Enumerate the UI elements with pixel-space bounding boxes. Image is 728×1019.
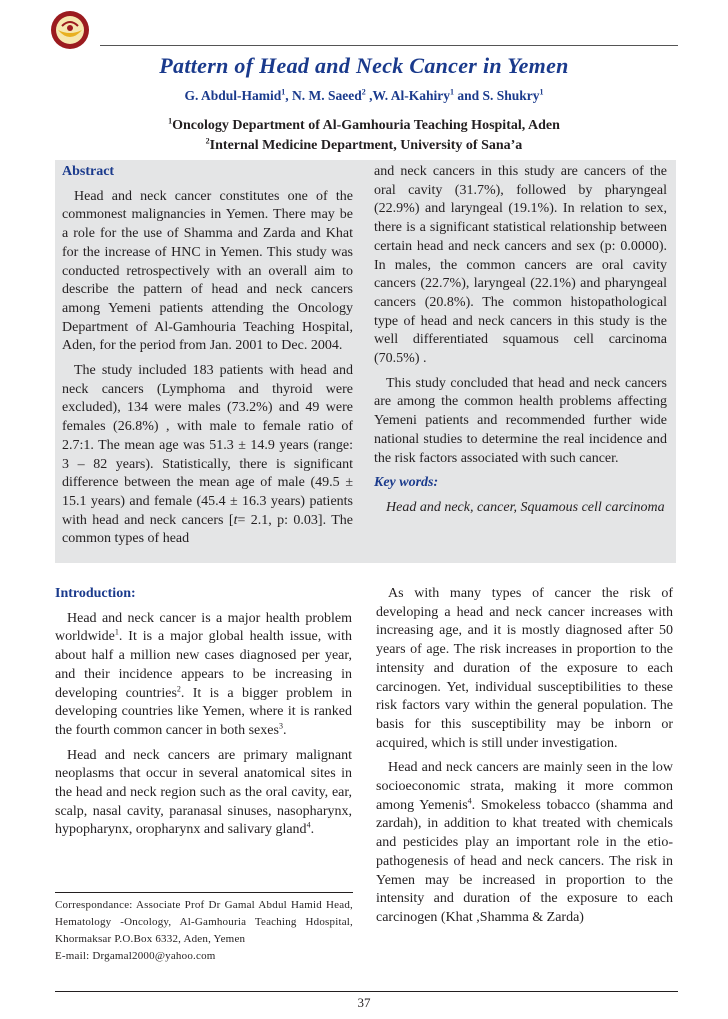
paper-title: Pattern of Head and Neck Cancer in Yemen [159,53,569,78]
correspondence-note [55,892,353,965]
introduction-paragraph-2: Head and neck cancers are primary malignant neoplasms that occur in several anatomical sites in the head and neck region such as the oral cavity, ear, scalp, nasal cavity, paranasal sinuses, nasopharynx, hypopharynx, oropharynx and salivary gland$^4$. [55,747,352,838]
introduction-heading: Introduction: [55,586,136,601]
introduction-paragraph-4: Head and neck cancers are mainly seen in the low socioeconomic strata, making it more common among Yemenis$^4$. Smokeless tobacco (shamma and zardah), in addition to khat treated with chemicals and pesticides play an important role in the etio-pathogenesis of head and neck cancers. The risk in Yemen may be increased in proportion to the intensity and duration of the exposure to each carcinogen (Khat ,Shamma & Zarda) [376,760,673,925]
affiliation-1: $^1$Oncology Department of Al-Gamhouria Teaching Hospital, Aden [168,116,560,133]
abstract-paragraph-1: Head and neck cancer constitutes one of the commonest malignancies in Yemen. There may be a role for the use of Shamma and Zarda and Khat for the increase of HNC in Yemen. This study was conducted retrospectively with an overall aim to describe the pattern of head and neck cancers among Yemeni patients attending the Oncology Department of Al-Gamhouria Teaching Hospital, Aden, for the period from Jan. 2001 to Dec. 2004. [62,188,353,354]
affiliation-2: $^2$Internal Medicine Department, University of Sana’a [205,136,523,153]
header-rule [100,45,678,46]
keywords-heading: Key words: [374,475,439,491]
abstract-left-column [62,163,353,555]
page-number: 37 [357,995,371,1010]
introduction-right-column [376,585,673,934]
correspondence-address: Correspondance: Associate Prof Dr Gamal Abdul Hamid Head, Hematology -Oncology, Al-Gamhouria Teaching Hdospital, Khormaksar P.O.Box 6332, Aden, Yemen [55,899,353,945]
footer-rule [55,991,678,992]
abstract-paragraph-2: The study included 183 patients with head and neck cancers (Lymphoma and thyroid were excluded), 134 were males (73.2%) and 49 were females (26.8%) , with male to female ratio of 2.7:1. The mean age was 51.3 ± 14.9 years (range: 3 – 82 years). Statistically, there is significant difference between the mean age of male (49.5 ± 15.1 years) and female (45.4 ± 16.3 years) patients with head and neck cancers [t= 2.1, p: 0.03]. The common types of head [62,363,353,547]
author-list: G. Abdul-Hamid$^1$, N. M. Saeed$^2$ ,W. Al-Kahiry$^1$ and S. Shukry$^1$ [184,87,544,103]
introduction-paragraph-1: Head and neck cancer is a major health problem worldwide$^1$. It is a major global health issue, with about half a million new cases diagnosed per year, and their incidence appears to be increasing in developing countries$^2$. It is a bigger problem in developing countries like Yemen, where it is ranked the fourth common cancer in both sexes$^3$. [55,610,352,738]
abstract-paragraph-3: This study concluded that head and neck cancers are among the common health problems affecting Yemeni patients and recommended further wide national studies to determine the real incidence and the risk factors associated with such cancer. [374,375,667,466]
abstract-paragraph-2-continued: and neck cancers in this study are cancers of the oral cavity (31.7%), followed by pharyngeal (22.9%) and laryngeal (19.1%). In relation to sex, there is a significant statistical relationship between certain head and neck cancers and sex (p: 0.0000). In males, the common cancers are oral cavity cancers (22.7%), laryngeal (22.1%) and pharyngeal cancers (20.8%). The common histopathological type of head and neck cancers in this study is the well differentiated squamous cell carcinoma (70.5%) . [374,164,667,367]
journal-seal-logo [50,10,90,50]
introduction-left-column [55,585,352,846]
introduction-paragraph-3: As with many types of cancer the risk of developing a head and neck cancer increases with increasing age, and it is mostly diagnosed after 50 years of age. The risk increases in proportion to the intensity and duration of the exposure to each carcinogen. Yet, individual susceptibilities to these risk factors vary within the general population. The basis for this susceptibility may be inborn or acquired, which is still under investigation. [376,586,673,751]
abstract-heading: Abstract [62,164,115,179]
abstract-right-column [374,163,667,524]
correspondence-email: E-mail: Drgamal2000@yahoo.com [55,950,216,962]
keywords: Head and neck, cancer, Squamous cell carcinoma [386,499,665,515]
